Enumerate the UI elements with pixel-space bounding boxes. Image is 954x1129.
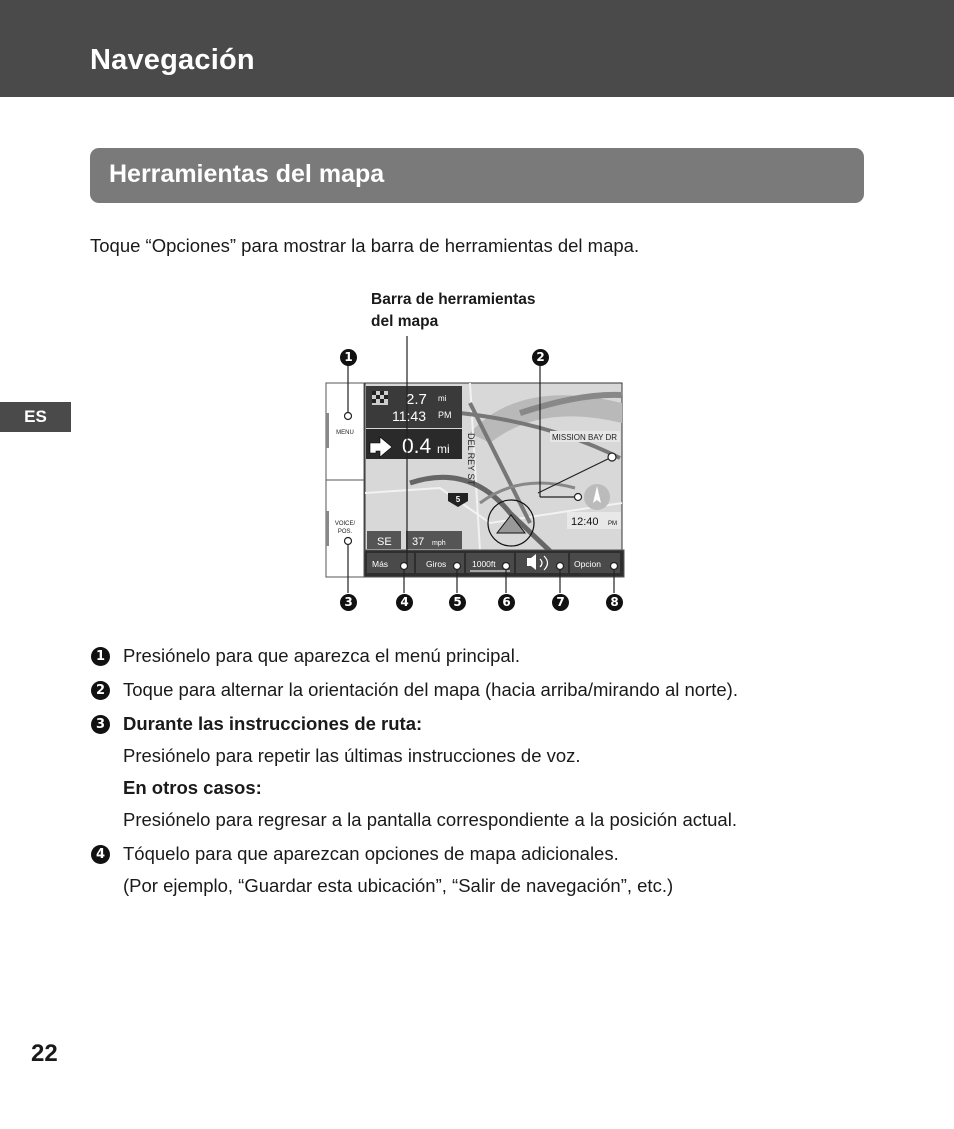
toolbar-caption-line1: Barra de herramientas [371, 291, 536, 308]
speed: 37 [412, 536, 425, 548]
legend-number-1: 1 [91, 647, 110, 666]
legend-item-3 [90, 708, 870, 836]
legend-text-4-example: (Por ejemplo, “Guardar esta ubicación”, “Salir de navegación”, etc.) [123, 875, 674, 896]
header-title: Navegación [90, 44, 255, 76]
callout-3: 3 [340, 594, 357, 611]
page-header [0, 0, 954, 97]
voice-button-label-line2[interactable]: POS. [337, 529, 353, 535]
speed-unit: mph [432, 540, 446, 547]
section-title: Herramientas del mapa [109, 160, 385, 188]
callout-6: 6 [498, 594, 515, 611]
legend-item-1 [90, 640, 870, 672]
legend-text-1: Presiónelo para que aparezca el menú principal. [123, 645, 520, 666]
legend-number-4: 4 [91, 845, 110, 864]
section-bar [90, 148, 864, 203]
legend-text-4: Tóquelo para que aparezcan opciones de mapa adicionales. [123, 843, 619, 864]
language-tab: ES [0, 402, 71, 432]
map-toolbar-figure [320, 283, 640, 618]
legend-text-3: Presiónelo para repetir las últimas instrucciones de voz. [123, 745, 581, 766]
street-label-vertical: DEL REY ST [466, 433, 476, 486]
callout-5: 5 [449, 594, 466, 611]
legend-text-2: Toque para alternar la orientación del mapa (hacia arriba/mirando al norte). [123, 679, 738, 700]
next-turn-distance: 0.4 [402, 435, 432, 458]
clock-suffix: PM [438, 410, 452, 420]
callout-2: 2 [532, 349, 549, 366]
legend-heading-3: Durante las instrucciones de ruta: [123, 713, 423, 734]
next-turn-unit: mi [437, 442, 450, 456]
more-label: Más [372, 559, 389, 569]
menu-button-label[interactable]: MENU [336, 430, 354, 436]
voice-button-label-line1[interactable]: VOICE/ [334, 521, 356, 527]
callout-8: 8 [606, 594, 623, 611]
street-label-horizontal: MISSION BAY DR [552, 433, 618, 442]
legend-text-3-other: Presiónelo para regresar a la pantalla correspondiente a la posición actual. [123, 809, 737, 830]
device-screen-illustration [320, 283, 640, 618]
legend-number-2: 2 [91, 681, 110, 700]
arrival-time: 12:40 [571, 516, 599, 528]
toolbar-caption-line2: del mapa [371, 313, 439, 330]
callout-1: 1 [340, 349, 357, 366]
intro-text: Toque “Opciones” para mostrar la barra de herramientas del mapa. [90, 235, 640, 256]
total-distance: 2.7 [406, 391, 427, 408]
highway-shield: 5 [455, 495, 461, 504]
options-label: Opcion [574, 559, 601, 569]
scale-label: 1000ft [472, 559, 496, 569]
heading: SE [377, 536, 392, 548]
callout-7: 7 [552, 594, 569, 611]
turns-label: Giros [426, 559, 447, 569]
arrival-suffix: PM [608, 521, 617, 527]
page-number: 22 [31, 1040, 58, 1067]
callout-4: 4 [396, 594, 413, 611]
legend-item-4 [90, 838, 870, 902]
clock-time: 11:43 [392, 408, 426, 424]
total-distance-unit: mi [438, 394, 447, 403]
legend-list [90, 640, 870, 902]
legend-number-3: 3 [91, 715, 110, 734]
legend-heading-3-other: En otros casos: [123, 777, 262, 798]
legend-item-2 [90, 674, 870, 706]
